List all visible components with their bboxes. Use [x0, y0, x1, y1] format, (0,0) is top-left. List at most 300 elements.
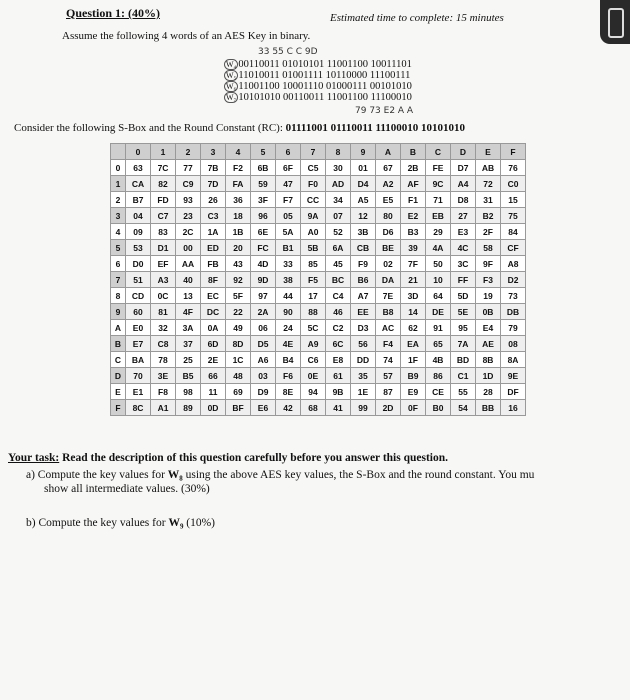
sbox-cell: 61 — [326, 368, 351, 384]
sbox-cell: 27 — [451, 208, 476, 224]
sbox-cell: 73 — [501, 288, 526, 304]
sbox-cell: B5 — [176, 368, 201, 384]
handwritten-annotation-mid: 79 73 E2 A A — [355, 106, 414, 116]
sbox-cell: 2C — [176, 224, 201, 240]
sbox-col-header: 1 — [151, 144, 176, 160]
sbox-cell: 34 — [326, 192, 351, 208]
key-word-value: 11010011 01001111 10110000 11100111 — [238, 70, 411, 81]
sbox-cell: 5E — [451, 304, 476, 320]
sbox-cell: 62 — [401, 320, 426, 336]
question-b-suffix: (10%) — [183, 517, 216, 529]
sbox-row-header: 2 — [111, 192, 126, 208]
sbox-cell: B2 — [476, 208, 501, 224]
sbox-cell: 3D — [401, 288, 426, 304]
sbox-cell: 67 — [376, 160, 401, 176]
sbox-cell: A5 — [351, 192, 376, 208]
sbox-row — [111, 224, 526, 240]
sbox-cell: 9F — [476, 256, 501, 272]
sbox-cell: 57 — [376, 368, 401, 384]
sbox-col-header: F — [501, 144, 526, 160]
question-b-word: W₉ — [168, 517, 184, 529]
sbox-cell: 55 — [451, 384, 476, 400]
sbox-cell: 68 — [301, 400, 326, 416]
sbox-cell: 8E — [276, 384, 301, 400]
sbox-cell: CD — [126, 288, 151, 304]
sbox-cell: E0 — [126, 320, 151, 336]
sbox-cell: 29 — [426, 224, 451, 240]
sbox-col-header: 8 — [326, 144, 351, 160]
sbox-cell: 0C — [151, 288, 176, 304]
sbox-cell: FC — [251, 240, 276, 256]
sbox-cell: 2A — [251, 304, 276, 320]
sbox-cell: BB — [476, 400, 501, 416]
sbox-cell: C3 — [201, 208, 226, 224]
sbox-cell: 36 — [226, 192, 251, 208]
sbox-cell: 74 — [376, 352, 401, 368]
key-word-value: 00110011 01010101 11001100 10011101 — [238, 59, 412, 70]
question-a-line2: show all intermediate values. (30%) — [44, 483, 210, 495]
sbox-cell: 45 — [326, 256, 351, 272]
sbox-cell: D1 — [151, 240, 176, 256]
sbox-cell: 40 — [176, 272, 201, 288]
question-a-word: W₈ — [167, 469, 183, 481]
sbox-row — [111, 368, 526, 384]
sbox-cell: BA — [126, 352, 151, 368]
sbox-cell: 33 — [276, 256, 301, 272]
sbox-cell: 90 — [276, 304, 301, 320]
sbox-cell: CE — [426, 384, 451, 400]
sbox-cell: 75 — [501, 208, 526, 224]
sbox-row-header: 7 — [111, 272, 126, 288]
sbox-cell: DC — [201, 304, 226, 320]
sbox-cell: 0F — [401, 400, 426, 416]
sbox-cell: BE — [376, 240, 401, 256]
sbox-cell: 05 — [276, 208, 301, 224]
sbox-cell: 07 — [326, 208, 351, 224]
sbox-col-header: B — [401, 144, 426, 160]
sbox-cell: 86 — [426, 368, 451, 384]
sbox-cell: FB — [201, 256, 226, 272]
sbox-cell: 63 — [126, 160, 151, 176]
sbox-cell: E4 — [476, 320, 501, 336]
handwritten-annotation-top: 33 55 C C 9D — [258, 47, 318, 57]
sbox-cell: F1 — [401, 192, 426, 208]
sbox-cell: DD — [351, 352, 376, 368]
sbox-cell: D4 — [351, 176, 376, 192]
key-word-value: 10101010 00110011 11001100 11100010 — [238, 92, 412, 103]
sbox-cell: 53 — [126, 240, 151, 256]
sbox-row — [111, 160, 526, 176]
sbox-cell: AE — [476, 336, 501, 352]
sbox-cell: 3C — [451, 256, 476, 272]
sbox-cell: 2E — [201, 352, 226, 368]
sbox-cell: AB — [476, 160, 501, 176]
sbox-cell: 4D — [251, 256, 276, 272]
sbox-cell: 64 — [426, 288, 451, 304]
sbox-cell: 4A — [426, 240, 451, 256]
device-edge — [600, 0, 630, 44]
sbox-cell: 01 — [351, 160, 376, 176]
sbox-cell: F7 — [276, 192, 301, 208]
sbox-col-header: 2 — [176, 144, 201, 160]
sbox-cell: 96 — [251, 208, 276, 224]
sbox-cell: E2 — [401, 208, 426, 224]
sbox-cell: 11 — [201, 384, 226, 400]
sbox-cell: 16 — [501, 400, 526, 416]
sbox-cell: C5 — [301, 160, 326, 176]
key-words — [224, 59, 412, 103]
sbox-cell: 4E — [276, 336, 301, 352]
sbox-row-header: 1 — [111, 176, 126, 192]
sbox-cell: D7 — [451, 160, 476, 176]
sbox-cell: 3B — [351, 224, 376, 240]
sbox-cell: D6 — [376, 224, 401, 240]
sbox-col-header: 4 — [226, 144, 251, 160]
sbox-cell: 41 — [326, 400, 351, 416]
sbox-cell: ED — [201, 240, 226, 256]
sbox-cell: 0D — [201, 400, 226, 416]
sbox-row-header: B — [111, 336, 126, 352]
sbox-cell: 04 — [126, 208, 151, 224]
sbox-cell: 71 — [426, 192, 451, 208]
question-a-prefix: a) Compute the key values for — [26, 469, 168, 481]
sbox-cell: A9 — [301, 336, 326, 352]
sbox-cell: 54 — [451, 400, 476, 416]
key-word-row — [224, 92, 412, 103]
sbox-cell: A0 — [301, 224, 326, 240]
sbox-row — [111, 336, 526, 352]
sbox-cell: AA — [176, 256, 201, 272]
sbox-cell: D8 — [451, 192, 476, 208]
sbox-cell: 4C — [451, 240, 476, 256]
sbox-corner — [111, 144, 126, 160]
sbox-cell: 19 — [476, 288, 501, 304]
sbox-col-header: 0 — [126, 144, 151, 160]
sbox-cell: 32 — [151, 320, 176, 336]
sbox-cell: 00 — [176, 240, 201, 256]
sbox-cell: 03 — [251, 368, 276, 384]
sbox-col-header: 3 — [201, 144, 226, 160]
sbox-cell: 65 — [426, 336, 451, 352]
sbox-cell: 7C — [151, 160, 176, 176]
sbox-cell: D0 — [126, 256, 151, 272]
sbox-cell: 2B — [401, 160, 426, 176]
sbox-row — [111, 400, 526, 416]
sbox-row — [111, 304, 526, 320]
sbox-cell: BD — [451, 352, 476, 368]
sbox-cell: 91 — [426, 320, 451, 336]
question-a-suffix: using the above AES key values, the S-Box and the round constant. You mu — [182, 469, 535, 481]
sbox-row — [111, 176, 526, 192]
key-word-row — [224, 81, 412, 92]
sbox-cell: B4 — [276, 352, 301, 368]
sbox-cell: 7F — [401, 256, 426, 272]
sbox-cell: 6C — [326, 336, 351, 352]
sbox-cell: EE — [351, 304, 376, 320]
sbox-cell: DF — [501, 384, 526, 400]
sbox-cell: BC — [326, 272, 351, 288]
sbox-cell: DB — [501, 304, 526, 320]
sbox-cell: 1B — [226, 224, 251, 240]
sbox-cell: 6D — [201, 336, 226, 352]
sbox-cell: 9B — [326, 384, 351, 400]
sbox-cell: CA — [126, 176, 151, 192]
sbox-cell: D2 — [501, 272, 526, 288]
sbox-cell: E1 — [126, 384, 151, 400]
sbox-col-header: C — [426, 144, 451, 160]
sbox-cell: E7 — [126, 336, 151, 352]
sbox-cell: 13 — [176, 288, 201, 304]
sbox-cell: 66 — [201, 368, 226, 384]
sbox-cell: 84 — [501, 224, 526, 240]
sbox-col-header: D — [451, 144, 476, 160]
sbox-cell: 98 — [176, 384, 201, 400]
sbox-cell: 72 — [476, 176, 501, 192]
sbox-cell: 08 — [501, 336, 526, 352]
sbox-col-header: 7 — [301, 144, 326, 160]
sbox-cell: 47 — [276, 176, 301, 192]
sbox-cell: AD — [326, 176, 351, 192]
sbox-cell: 17 — [301, 288, 326, 304]
sbox-cell: 80 — [376, 208, 401, 224]
sbox-cell: F9 — [351, 256, 376, 272]
sbox-row — [111, 256, 526, 272]
sbox-cell: 0A — [201, 320, 226, 336]
sbox-row — [111, 272, 526, 288]
sbox-cell: 97 — [251, 288, 276, 304]
consider-label: Consider the following S-Box and the Round Constant (RC): — [14, 122, 283, 134]
sbox-row-header: E — [111, 384, 126, 400]
sbox-cell: 3F — [251, 192, 276, 208]
sbox-row-header: 5 — [111, 240, 126, 256]
sbox-row — [111, 208, 526, 224]
sbox-cell: C6 — [301, 352, 326, 368]
sbox-cell: 4F — [176, 304, 201, 320]
sbox-cell: 56 — [351, 336, 376, 352]
sbox-cell: 9D — [251, 272, 276, 288]
sbox-cell: F6 — [276, 368, 301, 384]
sbox-cell: E6 — [251, 400, 276, 416]
sbox-cell: 15 — [501, 192, 526, 208]
sbox-cell: A8 — [501, 256, 526, 272]
sbox-cell: 8B — [476, 352, 501, 368]
sbox-cell: 8A — [501, 352, 526, 368]
sbox-cell: F2 — [226, 160, 251, 176]
round-constant: 01111001 01110011 11100010 10101010 — [285, 122, 466, 134]
sbox-col-header: 6 — [276, 144, 301, 160]
sbox-cell: 5C — [301, 320, 326, 336]
sbox-cell: DE — [426, 304, 451, 320]
sbox-cell: 25 — [176, 352, 201, 368]
sbox-col-header: 9 — [351, 144, 376, 160]
sbox-cell: 6B — [251, 160, 276, 176]
sbox-row-header: 9 — [111, 304, 126, 320]
sbox-row-header: 0 — [111, 160, 126, 176]
sbox-cell: 4B — [426, 352, 451, 368]
sbox-cell: 24 — [276, 320, 301, 336]
sbox-cell: 35 — [351, 368, 376, 384]
sbox-cell: C1 — [451, 368, 476, 384]
sbox-cell: B1 — [276, 240, 301, 256]
sbox-cell: 21 — [401, 272, 426, 288]
sbox-cell: 8D — [226, 336, 251, 352]
sbox-cell: 28 — [476, 384, 501, 400]
sbox-cell: 2D — [376, 400, 401, 416]
sbox-cell: C7 — [151, 208, 176, 224]
sbox-cell: E3 — [451, 224, 476, 240]
sbox-cell: 52 — [326, 224, 351, 240]
sbox-cell: C9 — [176, 176, 201, 192]
sbox-cell: 6E — [251, 224, 276, 240]
sbox-cell: C4 — [326, 288, 351, 304]
sbox-cell: D3 — [351, 320, 376, 336]
sbox-row-header: D — [111, 368, 126, 384]
sbox-cell: 38 — [276, 272, 301, 288]
sbox-cell: B9 — [401, 368, 426, 384]
sbox-cell: 50 — [426, 256, 451, 272]
sbox-cell: C2 — [326, 320, 351, 336]
sbox-cell: F0 — [301, 176, 326, 192]
sbox-cell: FF — [451, 272, 476, 288]
sbox-cell: 0B — [476, 304, 501, 320]
sbox-cell: 39 — [401, 240, 426, 256]
sbox-cell: 6A — [326, 240, 351, 256]
sbox-cell: A6 — [251, 352, 276, 368]
sbox-cell: 44 — [276, 288, 301, 304]
task-label: Your task: — [8, 452, 60, 464]
sbox-row-header: A — [111, 320, 126, 336]
sbox-cell: 20 — [226, 240, 251, 256]
sbox-table — [110, 143, 526, 416]
sbox-row-header: 8 — [111, 288, 126, 304]
sbox-col-header: E — [476, 144, 501, 160]
key-word-row — [224, 59, 412, 70]
sbox-cell: 8C — [126, 400, 151, 416]
sbox-cell: A2 — [376, 176, 401, 192]
sbox-cell: 94 — [301, 384, 326, 400]
sbox-cell: 02 — [376, 256, 401, 272]
sbox-row — [111, 288, 526, 304]
sbox-cell: D5 — [251, 336, 276, 352]
sbox-cell: 59 — [251, 176, 276, 192]
sbox-cell: E8 — [326, 352, 351, 368]
sbox-cell: CB — [351, 240, 376, 256]
sbox-cell: EB — [426, 208, 451, 224]
sbox-row-header: 4 — [111, 224, 126, 240]
sbox-cell: 5A — [276, 224, 301, 240]
sbox-cell: FA — [226, 176, 251, 192]
sbox-row — [111, 384, 526, 400]
sbox-cell: 82 — [151, 176, 176, 192]
sbox-cell: 23 — [176, 208, 201, 224]
sbox-row-header: F — [111, 400, 126, 416]
sbox-cell: EC — [201, 288, 226, 304]
estimated-time: Estimated time to complete: 15 minutes — [330, 12, 504, 24]
sbox-cell: 31 — [476, 192, 501, 208]
sbox-cell: 49 — [226, 320, 251, 336]
key-word-value: 11001100 10001110 01000111 00101010 — [238, 81, 412, 92]
sbox-cell: B8 — [376, 304, 401, 320]
sbox-cell: 89 — [176, 400, 201, 416]
sbox-cell: 9E — [501, 368, 526, 384]
sbox-cell: 95 — [451, 320, 476, 336]
sbox-cell: 5B — [301, 240, 326, 256]
sbox-cell: A7 — [351, 288, 376, 304]
sbox-cell: F8 — [151, 384, 176, 400]
sbox-cell: 1A — [201, 224, 226, 240]
sbox-cell: 22 — [226, 304, 251, 320]
sbox-cell: E9 — [401, 384, 426, 400]
task-text: Read the description of this question carefully before you answer this question. — [62, 452, 449, 464]
sbox-cell: FD — [151, 192, 176, 208]
key-word-row — [224, 70, 412, 81]
sbox-cell: 8F — [201, 272, 226, 288]
sbox-cell: 51 — [126, 272, 151, 288]
sbox-cell: 12 — [351, 208, 376, 224]
sbox-col-header: A — [376, 144, 401, 160]
sbox-cell: 3A — [176, 320, 201, 336]
sbox-cell: 83 — [151, 224, 176, 240]
sbox-cell: 93 — [176, 192, 201, 208]
sbox-cell: 77 — [176, 160, 201, 176]
sbox-cell: A1 — [151, 400, 176, 416]
question-b — [26, 517, 215, 529]
sbox-cell: 14 — [401, 304, 426, 320]
sbox-cell: 26 — [201, 192, 226, 208]
question-title: Question 1: (40%) — [66, 6, 160, 20]
key-word-label: W₅ — [226, 71, 237, 80]
sbox-cell: 99 — [351, 400, 376, 416]
sbox-row — [111, 352, 526, 368]
sbox-cell: 06 — [251, 320, 276, 336]
key-word-label: W₆ — [226, 82, 237, 91]
sbox-cell: 6F — [276, 160, 301, 176]
sbox-cell: 1D — [476, 368, 501, 384]
sbox-col-header: 5 — [251, 144, 276, 160]
sbox-cell: 60 — [126, 304, 151, 320]
sbox-cell: EA — [401, 336, 426, 352]
sbox-cell: F5 — [301, 272, 326, 288]
sbox-cell: 2F — [476, 224, 501, 240]
sbox-cell: 18 — [226, 208, 251, 224]
question-b-prefix: b) Compute the key values for — [26, 517, 169, 529]
sbox-cell: DA — [376, 272, 401, 288]
sbox-cell: 1F — [401, 352, 426, 368]
sbox-cell: 3E — [151, 368, 176, 384]
sbox-cell: C0 — [501, 176, 526, 192]
sbox-cell: 92 — [226, 272, 251, 288]
sbox-cell: 37 — [176, 336, 201, 352]
sbox-cell: B0 — [426, 400, 451, 416]
sbox-cell: 69 — [226, 384, 251, 400]
sbox-row — [111, 320, 526, 336]
task-description — [8, 452, 448, 464]
sbox-cell: B7 — [126, 192, 151, 208]
sbox-cell: 7A — [451, 336, 476, 352]
sbox-cell: 09 — [126, 224, 151, 240]
sbox-cell: BF — [226, 400, 251, 416]
sbox-cell: EF — [151, 256, 176, 272]
sbox-cell: CC — [301, 192, 326, 208]
sbox-cell: F3 — [476, 272, 501, 288]
sbox-cell: 10 — [426, 272, 451, 288]
sbox-cell: 5D — [451, 288, 476, 304]
sbox-cell: 0E — [301, 368, 326, 384]
sbox-cell: 48 — [226, 368, 251, 384]
sbox-cell: AC — [376, 320, 401, 336]
consider-text — [14, 122, 465, 134]
sbox-cell: 88 — [301, 304, 326, 320]
